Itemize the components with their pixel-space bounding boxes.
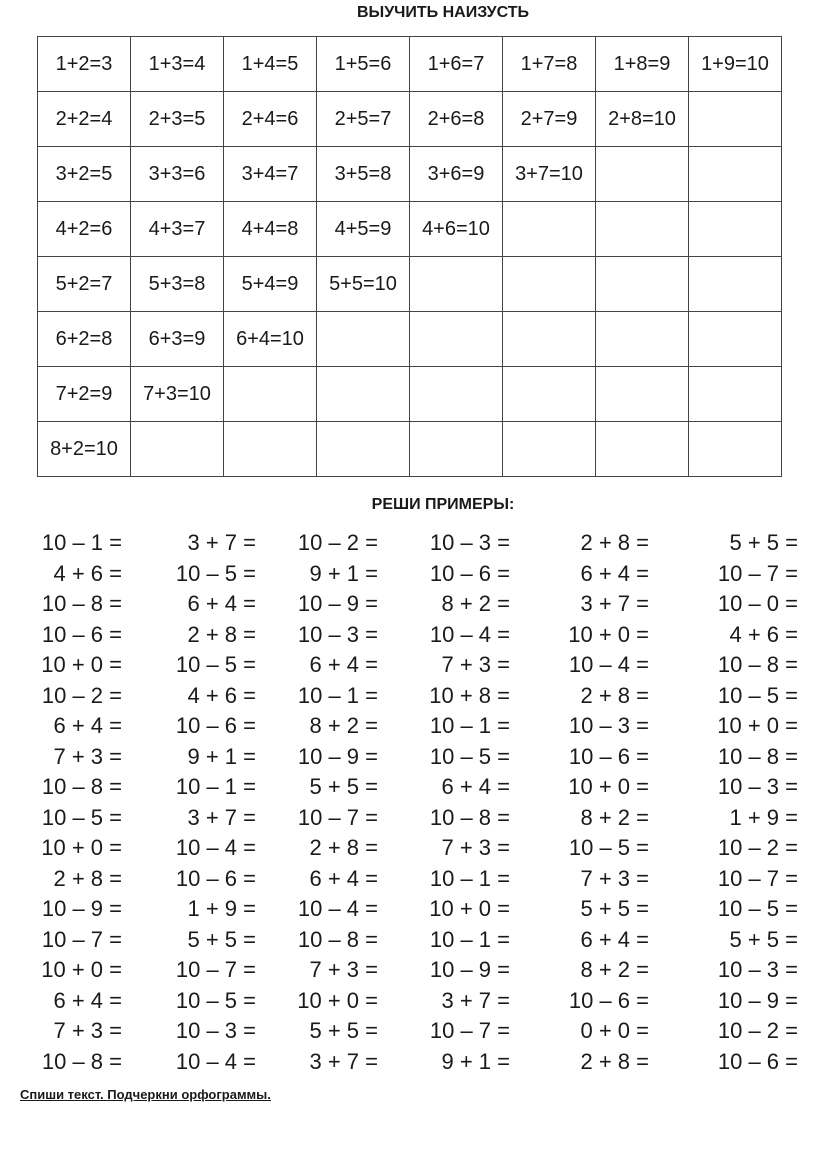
table-cell: 6+4=10 [224,312,317,367]
table-cell [410,367,503,422]
math-example: 10 – 1 = [175,774,256,799]
table-cell: 1+9=10 [689,37,782,92]
math-example: 10 – 0 = [717,591,798,616]
math-example: 6 + 4 = [580,560,649,586]
table-cell [410,257,503,312]
math-example: 8 + 2 = [580,957,649,982]
math-example: 7 + 3 = [53,1018,122,1043]
example-row [0,1047,816,1078]
table-cell [596,202,689,257]
math-example: 10 – 7 = [717,865,798,891]
math-example: 10 + 0 = [297,987,378,1013]
math-example: 10 – 6 = [568,987,649,1013]
math-example: 8 + 2 = [309,713,378,738]
math-example: 7 + 3 = [441,652,510,677]
math-example: 7 + 3 = [309,957,378,982]
math-example: 9 + 1 = [187,743,256,769]
math-example: 10 – 8 = [41,774,122,799]
math-example: 10 – 6 = [429,560,510,586]
example-row [0,955,816,986]
table-cell [317,367,410,422]
math-example: 10 – 9 = [429,957,510,982]
math-example: 10 – 8 = [41,591,122,616]
math-example: 10 – 3 = [297,621,378,647]
table-cell [689,367,782,422]
math-example: 2 + 8 = [53,865,122,891]
table-cell: 5+5=10 [317,257,410,312]
table-cell: 7+3=10 [131,367,224,422]
math-example: 7 + 3 = [441,835,510,860]
math-example: 2 + 8 = [309,835,378,860]
table-cell [596,147,689,202]
math-example: 6 + 4 = [580,926,649,952]
example-row [0,742,816,773]
table-cell: 1+3=4 [131,37,224,92]
math-example: 10 – 9 = [717,987,798,1013]
math-example: 10 – 5 = [717,682,798,708]
table-row [38,92,782,147]
math-example: 10 – 8 = [717,652,798,677]
table-cell [596,312,689,367]
table-cell [131,422,224,477]
example-row [0,589,816,620]
math-example: 10 – 4 = [175,1048,256,1074]
table-cell: 1+6=7 [410,37,503,92]
math-example: 10 – 7 = [297,804,378,830]
table-cell [224,422,317,477]
table-cell [689,202,782,257]
example-row [0,803,816,834]
table-cell: 5+2=7 [38,257,131,312]
math-example: 10 – 3 = [568,713,649,738]
table-row [38,367,782,422]
table-cell [689,147,782,202]
math-example: 10 – 4 = [429,621,510,647]
math-example: 3 + 7 = [187,530,256,555]
table-cell: 1+7=8 [503,37,596,92]
math-example: 10 – 5 = [175,652,256,677]
math-example: 10 – 9 = [297,591,378,616]
table-cell: 2+7=9 [503,92,596,147]
table-cell [596,422,689,477]
math-example: 10 – 1 = [429,926,510,952]
math-example: 7 + 3 = [53,743,122,769]
math-example: 10 – 9 = [41,896,122,921]
table-cell [689,422,782,477]
math-example: 7 + 3 = [580,865,649,891]
table-cell: 4+5=9 [317,202,410,257]
table-cell [224,367,317,422]
math-example: 10 – 7 = [429,1018,510,1043]
math-example: 10 – 5 = [717,896,798,921]
math-example: 10 – 3 = [175,1018,256,1043]
math-example: 10 – 4 = [568,652,649,677]
math-example: 10 – 4 = [175,835,256,860]
example-row [0,650,816,681]
examples-block [0,528,816,1077]
math-example: 10 – 8 = [717,743,798,769]
example-row [0,833,816,864]
example-row [0,559,816,590]
table-cell [317,422,410,477]
math-example: 10 + 0 = [41,652,122,677]
math-example: 10 + 0 = [568,621,649,647]
table-cell: 2+2=4 [38,92,131,147]
example-row [0,528,816,559]
table-cell: 1+2=3 [38,37,131,92]
math-example: 4 + 6 = [53,560,122,586]
solve-heading: РЕШИ ПРИМЕРЫ: [371,496,515,513]
math-example: 5 + 5 = [187,926,256,952]
table-cell: 7+2=9 [38,367,131,422]
table-cell [689,312,782,367]
table-cell: 2+5=7 [317,92,410,147]
math-example: 4 + 6 = [729,621,798,647]
math-example: 3 + 7 = [187,804,256,830]
table-cell: 4+4=8 [224,202,317,257]
table-cell [596,257,689,312]
example-row [0,986,816,1017]
table-cell [503,367,596,422]
example-row [0,1016,816,1047]
math-example: 1 + 9 = [729,804,798,830]
math-example: 10 – 8 = [41,1048,122,1074]
table-cell [317,312,410,367]
math-example: 10 – 3 = [717,957,798,982]
math-example: 2 + 8 = [187,621,256,647]
math-example: 10 + 0 = [717,713,798,738]
math-example: 2 + 8 = [580,1048,649,1074]
table-cell [503,312,596,367]
table-cell: 3+2=5 [38,147,131,202]
math-example: 6 + 4 = [309,865,378,891]
table-cell: 3+5=8 [317,147,410,202]
table-cell: 8+2=10 [38,422,131,477]
math-example: 9 + 1 = [441,1048,510,1074]
table-cell [503,202,596,257]
table-cell: 1+4=5 [224,37,317,92]
example-row [0,864,816,895]
learn-heading: ВЫУЧИТЬ НАИЗУСТЬ [356,4,530,21]
table-cell: 3+3=6 [131,147,224,202]
math-example: 3 + 7 = [309,1048,378,1074]
example-row [0,894,816,925]
table-cell: 4+6=10 [410,202,503,257]
math-example: 0 + 0 = [580,1018,649,1043]
math-example: 10 – 8 = [429,804,510,830]
math-example: 10 – 2 = [717,835,798,860]
table-cell [410,312,503,367]
math-example: 2 + 8 = [580,682,649,708]
math-example: 10 – 1 = [41,530,122,555]
math-example: 10 – 5 = [175,987,256,1013]
math-example: 5 + 5 = [309,1018,378,1043]
math-example: 10 – 5 = [41,804,122,830]
math-example: 10 – 4 = [297,896,378,921]
table-row [38,257,782,312]
math-example: 10 – 1 = [429,713,510,738]
math-example: 1 + 9 = [187,896,256,921]
math-example: 5 + 5 = [580,896,649,921]
math-example: 10 + 0 = [568,774,649,799]
math-example: 10 – 3 = [717,774,798,799]
example-row [0,925,816,956]
addition-table [37,36,782,477]
example-row [0,711,816,742]
table-cell [689,257,782,312]
table-cell [410,422,503,477]
math-example: 9 + 1 = [309,560,378,586]
math-example: 10 – 6 = [175,865,256,891]
table-cell: 6+2=8 [38,312,131,367]
math-example: 8 + 2 = [580,804,649,830]
math-example: 10 – 2 = [297,530,378,555]
table-row [38,147,782,202]
math-example: 10 – 1 = [297,682,378,708]
math-example: 10 + 0 = [429,896,510,921]
math-example: 5 + 5 = [729,926,798,952]
math-example: 10 – 6 = [175,713,256,738]
table-cell: 2+6=8 [410,92,503,147]
math-example: 6 + 4 = [187,591,256,616]
table-row [38,37,782,92]
table-cell: 2+4=6 [224,92,317,147]
table-row [38,422,782,477]
table-cell: 2+3=5 [131,92,224,147]
math-example: 10 – 6 = [41,621,122,647]
table-cell: 4+2=6 [38,202,131,257]
math-example: 10 – 7 = [41,926,122,952]
math-example: 10 – 5 = [429,743,510,769]
table-cell: 1+8=9 [596,37,689,92]
math-example: 10 – 5 = [175,560,256,586]
table-cell: 1+5=6 [317,37,410,92]
math-example: 10 + 0 = [41,957,122,982]
table-row [38,312,782,367]
math-example: 8 + 2 = [441,591,510,616]
math-example: 3 + 7 = [441,987,510,1013]
table-cell: 4+3=7 [131,202,224,257]
math-example: 10 – 8 = [297,926,378,952]
table-cell: 5+3=8 [131,257,224,312]
task-instruction: Спиши текст. Подчеркни орфограммы. [20,1087,271,1102]
math-example: 10 + 8 = [429,682,510,708]
math-example: 6 + 4 = [53,713,122,738]
table-cell: 5+4=9 [224,257,317,312]
math-example: 3 + 7 = [580,591,649,616]
math-example: 10 – 2 = [717,1018,798,1043]
table-cell: 3+6=9 [410,147,503,202]
math-example: 10 – 5 = [568,835,649,860]
math-example: 10 + 0 = [41,835,122,860]
table-cell [503,257,596,312]
table-cell [596,367,689,422]
math-example: 10 – 6 = [568,743,649,769]
math-example: 10 – 1 = [429,865,510,891]
table-row [38,202,782,257]
example-row [0,772,816,803]
table-cell: 2+8=10 [596,92,689,147]
math-example: 6 + 4 = [309,652,378,677]
table-cell: 3+4=7 [224,147,317,202]
math-example: 5 + 5 = [729,530,798,555]
math-example: 10 – 7 = [717,560,798,586]
math-example: 5 + 5 = [309,774,378,799]
math-example: 10 – 6 = [717,1048,798,1074]
math-example: 6 + 4 = [53,987,122,1013]
math-example: 10 – 7 = [175,957,256,982]
math-example: 10 – 2 = [41,682,122,708]
math-example: 4 + 6 = [187,682,256,708]
table-cell: 3+7=10 [503,147,596,202]
table-cell [689,92,782,147]
math-example: 10 – 3 = [429,530,510,555]
example-row [0,620,816,651]
example-row [0,681,816,712]
math-example: 10 – 9 = [297,743,378,769]
table-cell: 6+3=9 [131,312,224,367]
math-example: 2 + 8 = [580,530,649,555]
table-cell [503,422,596,477]
math-example: 6 + 4 = [441,774,510,799]
